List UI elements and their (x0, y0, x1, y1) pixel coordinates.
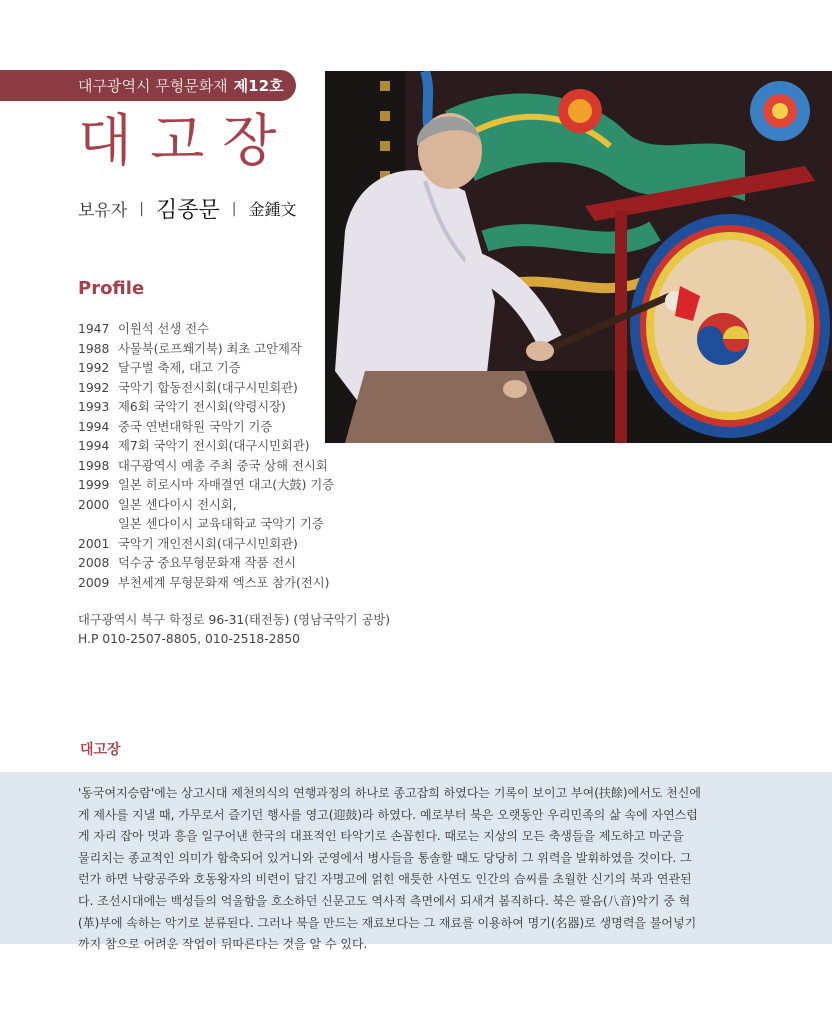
timeline-text: 사물북(로프쐐기북) 최초 고안제작 (118, 341, 302, 356)
description-line: (革)부에 속하는 악기로 분류된다. 그러나 북을 만드는 재료보다는 그 재료를 이용하여 명기(名器)로 생명력을 불어넣기 (78, 915, 697, 930)
designation-banner (0, 70, 296, 101)
timeline-text: 국악기 개인전시회(대구시민회관) (118, 536, 298, 551)
timeline-row (78, 476, 334, 496)
timeline-text: 일본 센다이시 전시회, (118, 497, 237, 512)
timeline-year: 1992 (78, 380, 110, 395)
timeline-year: 1998 (78, 458, 110, 473)
drum-maker-photo (325, 71, 832, 443)
timeline-year: 1994 (78, 419, 110, 434)
timeline-year: 2009 (78, 575, 110, 590)
timeline-row (78, 398, 334, 418)
description-line: 런가 하면 낙랑공주와 호동왕자의 비련이 담긴 자명고에 얽힌 애틋한 사연도 인간의 슴씨를 초월한 신기의 북과 연관된 (78, 872, 692, 887)
timeline-row (78, 359, 334, 379)
timeline-year: 1992 (78, 361, 110, 375)
timeline-year: 2008 (78, 556, 110, 570)
timeline-year (78, 515, 118, 535)
profile-timeline (78, 320, 334, 593)
description-line: 다. 조선시대에는 백성들의 억울함을 호소하던 신문고도 역사적 측면에서 되새겨 봄직하다. 북은 팔음(八音)악기 중 혁 (78, 893, 691, 908)
timeline-text: 부천세계 무형문화재 엑스포 참가(전시) (118, 575, 330, 590)
timeline-row (78, 535, 334, 555)
description-box (0, 772, 832, 952)
timeline-text: 제6회 국악기 전시회(약령시장) (118, 400, 286, 414)
timeline-row (78, 379, 334, 399)
profile-heading: Profile (78, 278, 145, 299)
timeline-text: 덕수궁 중요무형문화재 작품 전시 (118, 556, 297, 570)
phone: H.P 010-2507-8805, 010-2518-2850 (78, 632, 300, 646)
timeline-row (78, 457, 334, 477)
designation-prefix: 대구광역시 무형문화재 (78, 77, 228, 95)
timeline-row (78, 515, 334, 535)
section-heading: 대고장 (80, 742, 121, 758)
timeline-year: 1947 (78, 322, 110, 336)
timeline-row (78, 574, 334, 594)
holder-name-hanja: 金鍾文 (248, 200, 297, 219)
contact-info (78, 611, 390, 649)
photo-illustration (325, 71, 832, 443)
timeline-text: 이원석 선생 전수 (118, 322, 209, 336)
timeline-year: 1999 (78, 478, 110, 492)
holder-line (78, 193, 297, 224)
timeline-text: 중국 연변대학원 국악기 기증 (118, 419, 273, 434)
timeline-year: 2001 (78, 536, 110, 551)
timeline-row (78, 418, 334, 438)
timeline-row (78, 496, 334, 516)
description-line: 물리치는 종교적인 의미가 함축되어 있거니와 군영에서 병사들을 통솔할 때도 당당히 그 위력을 발휘하였을 것이다. 그 (78, 850, 692, 865)
timeline-text: 달구벌 축제, 대고 기증 (118, 361, 241, 375)
holder-separator: | (139, 200, 144, 217)
timeline-year: 1993 (78, 400, 110, 414)
timeline-row (78, 437, 334, 457)
description-text (78, 783, 752, 956)
timeline-year: 1994 (78, 439, 110, 453)
timeline-text: 국악기 합동전시회(대구시민회관) (118, 380, 298, 395)
description-line: 까지 참으로 어려운 작업이 뒤따른다는 것을 알 수 있다. (78, 937, 368, 952)
designation-number: 제12호 (233, 77, 284, 95)
holder-label: 보유자 (78, 201, 128, 221)
description-line: 게 제사를 지낼 때, 가무로서 즐기던 행사를 영고(迎鼓)라 하였다. 예로부터 북은 오랫동안 우리민족의 삶 속에 자연스럽 (78, 807, 698, 822)
timeline-row (78, 320, 334, 340)
holder-separator-2: | (231, 200, 237, 217)
timeline-text: 일본 히로시마 자매결연 대고(大鼓) 기증 (118, 478, 335, 492)
timeline-row (78, 554, 334, 574)
timeline-year: 1988 (78, 341, 110, 356)
timeline-row (78, 340, 334, 360)
description-line: '동국여지승람'에는 상고시대 제천의식의 연행과정의 하나로 종고잡희 하였다는 기록이 보이고 부여(扶餘)에서도 천신에 (78, 786, 701, 800)
description-line: 게 자리 잡아 멋과 흥을 일구어낸 한국의 대표적인 타악기로 손꼽힌다. 때로는 지상의 모든 축생들을 제도하고 마군을 (78, 829, 684, 844)
timeline-text: 제7회 국악기 전시회(대구시민회관) (118, 439, 310, 453)
timeline-year: 2000 (78, 497, 110, 512)
timeline-text: 일본 센다이시 교육대학교 국악기 기증 (118, 517, 324, 531)
holder-name: 김종문 (156, 198, 220, 223)
timeline-text: 대구광역시 예총 주최 중국 상해 전시회 (118, 458, 328, 473)
page-title: 대고장 (78, 109, 295, 174)
address: 대구광역시 북구 학정로 96-31(태전동) (영남국악기 공방) (78, 613, 391, 627)
